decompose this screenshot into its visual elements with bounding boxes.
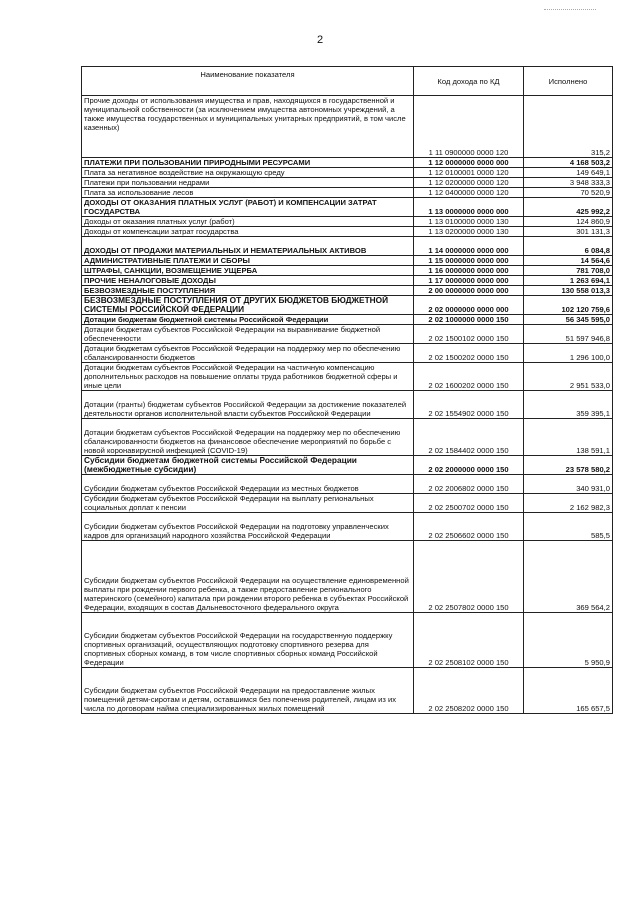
row-code: 2 02 1500202 0000 150 (414, 344, 524, 363)
table-row (82, 266, 613, 276)
table-row (82, 363, 613, 391)
row-name: Плата за использование лесов (82, 188, 414, 198)
row-name: Дотации бюджетам субъектов Российской Федерации на поддержку мер по обеспечению сбалансированности бюджетов на финансовое обеспечение мероприятий по борьбе с новой коронавирусной инфекцией (COVID-19) (82, 419, 414, 456)
row-value: 2 162 982,3 (524, 494, 613, 513)
row-name: Субсидии бюджетам субъектов Российской Федерации на выплату региональных социальных доплат к пенсии (82, 494, 414, 513)
row-code: 2 02 2508102 0000 150 (414, 613, 524, 668)
table-row (82, 276, 613, 286)
row-code: 2 02 2000000 0000 150 (414, 456, 524, 475)
row-name: Платежи при пользовании недрами (82, 178, 414, 188)
row-code: 2 02 1500102 0000 150 (414, 325, 524, 344)
row-code: 2 02 2507802 0000 150 (414, 541, 524, 613)
row-value: 1 296 100,0 (524, 344, 613, 363)
row-value: 56 345 595,0 (524, 315, 613, 325)
row-code: 2 02 1600202 0000 150 (414, 363, 524, 391)
row-name: Дотации бюджетам бюджетной системы Российской Федерации (82, 315, 414, 325)
table-row (82, 178, 613, 188)
row-value: 165 657,5 (524, 668, 613, 714)
row-code: 1 13 0200000 0000 130 (414, 227, 524, 237)
row-value: 359 395,1 (524, 391, 613, 419)
table-row (82, 158, 613, 168)
row-name: Доходы от оказания платных услуг (работ) (82, 217, 414, 227)
row-name: Дотации бюджетам субъектов Российской Федерации на выравнивание бюджетной обеспеченности (82, 325, 414, 344)
row-value: 369 564,2 (524, 541, 613, 613)
table-row (82, 227, 613, 237)
row-value: 70 520,9 (524, 188, 613, 198)
row-value: 315,2 (524, 96, 613, 158)
row-value: 138 591,1 (524, 419, 613, 456)
table-row (82, 494, 613, 513)
row-value: 6 084,8 (524, 237, 613, 256)
row-value: 425 992,2 (524, 198, 613, 217)
row-code: 2 02 2006802 0000 150 (414, 475, 524, 494)
row-value: 2 951 533,0 (524, 363, 613, 391)
row-code: 1 17 0000000 0000 000 (414, 276, 524, 286)
table-row (82, 237, 613, 256)
row-name: ПРОЧИЕ НЕНАЛОГОВЫЕ ДОХОДЫ (82, 276, 414, 286)
row-name: Субсидии бюджетам субъектов Российской Федерации из местных бюджетов (82, 475, 414, 494)
row-code: 1 12 0400000 0000 120 (414, 188, 524, 198)
row-value: 23 578 580,2 (524, 456, 613, 475)
table-row (82, 668, 613, 714)
table-row (82, 256, 613, 266)
row-value: 585,5 (524, 513, 613, 541)
row-code: 2 02 0000000 0000 000 (414, 296, 524, 315)
row-code: 1 15 0000000 0000 000 (414, 256, 524, 266)
row-value: 51 597 946,8 (524, 325, 613, 344)
row-name: Субсидии бюджетам субъектов Российской Федерации на подготовку управленческих кадров для организаций народного хозяйства Российской Федерации (82, 513, 414, 541)
table-row (82, 419, 613, 456)
row-name: ДОХОДЫ ОТ ПРОДАЖИ МАТЕРИАЛЬНЫХ И НЕМАТЕРИАЛЬНЫХ АКТИВОВ (82, 237, 414, 256)
table-row (82, 198, 613, 217)
row-value: 340 931,0 (524, 475, 613, 494)
row-value: 124 860,9 (524, 217, 613, 227)
row-name: БЕЗВОЗМЕЗДНЫЕ ПОСТУПЛЕНИЯ (82, 286, 414, 296)
row-name: ПЛАТЕЖИ ПРИ ПОЛЬЗОВАНИИ ПРИРОДНЫМИ РЕСУРСАМИ (82, 158, 414, 168)
header-code: Код дохода по КД (414, 67, 524, 96)
row-name: Доходы от компенсации затрат государства (82, 227, 414, 237)
header-name: Наименование показателя (82, 67, 414, 96)
table-row (82, 391, 613, 419)
table-row (82, 168, 613, 178)
row-name: Дотации (гранты) бюджетам субъектов Российской Федерации за достижение показателей деятельности органов исполнительной власти субъектов Российской Федерации (82, 391, 414, 419)
row-code: 2 02 1554902 0000 150 (414, 391, 524, 419)
table-row (82, 344, 613, 363)
row-name: ДОХОДЫ ОТ ОКАЗАНИЯ ПЛАТНЫХ УСЛУГ (РАБОТ) И КОМПЕНСАЦИИ ЗАТРАТ ГОСУДАРСТВА (82, 198, 414, 217)
scan-artifact (544, 9, 596, 11)
row-name: Прочие доходы от использования имущества и прав, находящихся в государственной и муниципальной собственности (за исключением имущества автономных учреждений, а также имущества государственных и муниципальных унитарных предприятий, в том числе казенных) (82, 96, 414, 158)
row-code: 1 12 0200000 0000 120 (414, 178, 524, 188)
table-row (82, 541, 613, 613)
row-name: Плата за негативное воздействие на окружающую среду (82, 168, 414, 178)
row-code: 2 02 2500702 0000 150 (414, 494, 524, 513)
table-row (82, 96, 613, 158)
row-name: Дотации бюджетам субъектов Российской Федерации на поддержку мер по обеспечению сбалансированности бюджетов (82, 344, 414, 363)
table-row (82, 613, 613, 668)
row-value: 5 950,9 (524, 613, 613, 668)
row-code: 1 13 0000000 0000 000 (414, 198, 524, 217)
row-name: Субсидии бюджетам субъектов Российской Федерации на предоставление жилых помещений детям-сиротам и детям, оставшимся без попечения родителей, лицам из их числа по договорам найма специализированных жилых помещений (82, 668, 414, 714)
row-code: 2 00 0000000 0000 000 (414, 286, 524, 296)
table-row (82, 296, 613, 315)
row-value: 3 948 333,3 (524, 178, 613, 188)
table-row (82, 286, 613, 296)
row-value: 301 131,3 (524, 227, 613, 237)
table-header-row (82, 67, 613, 96)
row-code: 1 13 0100000 0000 130 (414, 217, 524, 227)
table-row (82, 513, 613, 541)
row-value: 130 558 013,3 (524, 286, 613, 296)
row-code: 1 12 0100001 0000 120 (414, 168, 524, 178)
row-name: БЕЗВОЗМЕЗДНЫЕ ПОСТУПЛЕНИЯ ОТ ДРУГИХ БЮДЖЕТОВ БЮДЖЕТНОЙ СИСТЕМЫ РОССИЙСКОЙ ФЕДЕРАЦИИ (82, 296, 414, 315)
row-name: Субсидии бюджетам бюджетной системы Российской Федерации (межбюджетные субсидии) (82, 456, 414, 475)
revenue-table (81, 66, 613, 714)
row-value: 14 564,6 (524, 256, 613, 266)
row-code: 2 02 2506602 0000 150 (414, 513, 524, 541)
row-value: 1 263 694,1 (524, 276, 613, 286)
table-row (82, 315, 613, 325)
row-code: 1 12 0000000 0000 000 (414, 158, 524, 168)
row-code: 2 02 1584402 0000 150 (414, 419, 524, 456)
table-row (82, 325, 613, 344)
row-name: Дотации бюджетам субъектов Российской Федерации на частичную компенсацию дополнительных расходов на повышение оплаты труда работников бюджетной сферы и иные цели (82, 363, 414, 391)
row-code: 2 02 2508202 0000 150 (414, 668, 524, 714)
row-name: АДМИНИСТРАТИВНЫЕ ПЛАТЕЖИ И СБОРЫ (82, 256, 414, 266)
row-value: 4 168 503,2 (524, 158, 613, 168)
row-code: 1 11 0900000 0000 120 (414, 96, 524, 158)
table-row (82, 456, 613, 475)
row-name: ШТРАФЫ, САНКЦИИ, ВОЗМЕЩЕНИЕ УЩЕРБА (82, 266, 414, 276)
row-name: Субсидии бюджетам субъектов Российской Федерации на осуществление единовременной выплаты при рождении первого ребенка, а также предоставление регионального материнского (семейного) капитала при рождении второго ребенка в субъектах Российской Федерации, входящих в состав Дальневосточного федерального округа (82, 541, 414, 613)
table-row (82, 217, 613, 227)
row-name: Субсидии бюджетам субъектов Российской Федерации на государственную поддержку спортивных организаций, осуществляющих подготовку спортивного резерва для спортивных сборных команд, в том числе спортивных сборных команд Российской Федерации (82, 613, 414, 668)
row-value: 781 708,0 (524, 266, 613, 276)
page-number: 2 (316, 34, 324, 46)
row-code: 1 14 0000000 0000 000 (414, 237, 524, 256)
row-value: 102 120 759,6 (524, 296, 613, 315)
table-row (82, 475, 613, 494)
header-value: Исполнено (524, 67, 613, 96)
row-code: 2 02 1000000 0000 150 (414, 315, 524, 325)
table-row (82, 188, 613, 198)
row-value: 149 649,1 (524, 168, 613, 178)
row-code: 1 16 0000000 0000 000 (414, 266, 524, 276)
